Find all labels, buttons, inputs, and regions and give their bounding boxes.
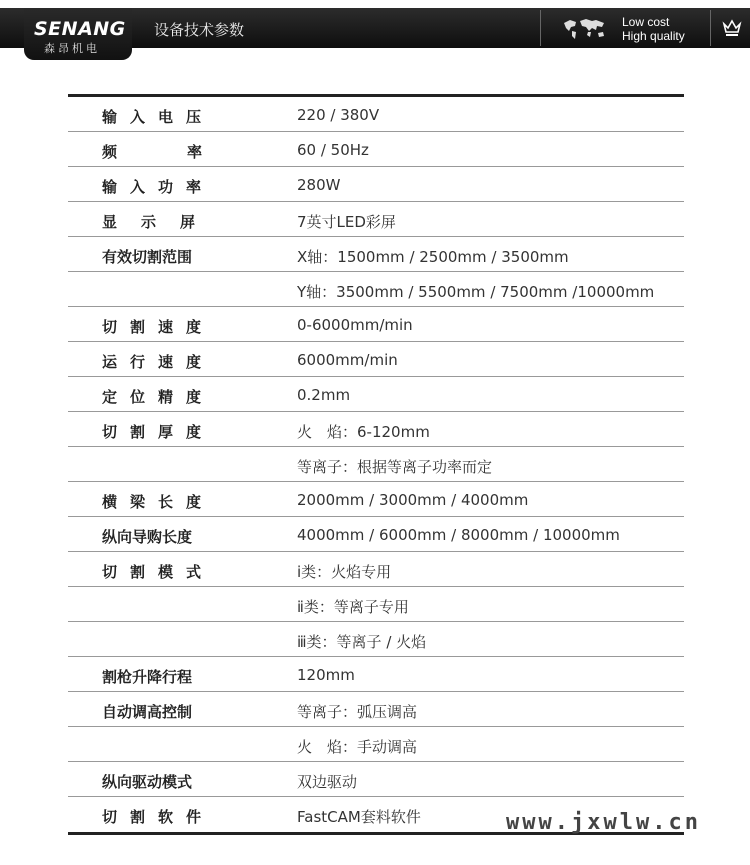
spec-row [68,412,684,447]
page-header [0,0,750,60]
spec-row [68,622,684,657]
spec-row [68,762,684,797]
spec-label: 割枪升降行程 [102,668,193,686]
spec-label: 输入功率 [102,178,215,196]
spec-value: 60 / 50Hz [297,141,369,159]
crown-icon [722,18,742,38]
spec-value: 0.2mm [297,386,351,404]
spec-row [68,132,684,167]
spec-row [68,482,684,517]
spec-value: 0-6000mm/min [297,316,413,334]
spec-value: 280W [297,176,341,194]
spec-label: 纵向导购长度 [102,528,193,546]
spec-value: 120mm [297,666,355,684]
spec-value: FastCAM套料软件 [297,808,421,826]
header-divider [540,10,541,46]
spec-label: 显示屏 [102,213,220,231]
spec-label: 定位精度 [102,388,215,406]
spec-label: 有效切割范围 [102,248,193,266]
spec-row [68,97,684,132]
spec-row [68,342,684,377]
spec-row [68,552,684,587]
world-map-icon [562,17,608,41]
spec-value: 双边驱动 [297,773,358,791]
spec-row [68,167,684,202]
spec-row [68,657,684,692]
spec-value: 220 / 380V [297,106,380,124]
spec-value: X轴：1500mm / 2500mm / 3500mm [297,248,569,266]
spec-label: 切割厚度 [102,423,215,441]
spec-label: 切割速度 [102,318,215,336]
spec-value: 4000mm / 6000mm / 8000mm / 10000mm [297,526,620,544]
spec-row [68,237,684,272]
spec-value: ⅲ类：等离子 / 火焰 [297,633,427,651]
spec-label: 运行速度 [102,353,215,371]
spec-value: 7英寸LED彩屏 [297,213,396,231]
spec-value: ⅱ类：等离子专用 [297,598,409,616]
header-divider [710,10,711,46]
slogan-line-1: Low cost [622,15,670,29]
spec-value: 等离子：弧压调高 [297,703,418,721]
spec-value: 火 焰：手动调高 [297,738,418,756]
spec-value: 火 焰：6-120mm [297,423,430,441]
spec-row [68,447,684,482]
spec-row [68,272,684,307]
spec-label: 切割软件 [102,808,215,826]
spec-value: Y轴：3500mm / 5500mm / 7500mm /10000mm [297,283,655,301]
spec-label: 输入电压 [102,108,215,126]
spec-row [68,517,684,552]
spec-label: 切割模式 [102,563,215,581]
watermark: www.jxwlw.cn [506,810,701,835]
spec-value: 6000mm/min [297,351,398,369]
spec-row [68,727,684,762]
spec-row [68,202,684,237]
spec-value: ⅰ类：火焰专用 [297,563,392,581]
spec-table [68,94,684,835]
slogan-line-2: High quality [622,29,685,43]
spec-row [68,587,684,622]
spec-row [68,377,684,412]
slogan [622,15,685,43]
spec-row [68,692,684,727]
logo-text-en: SENANG [34,18,126,40]
logo-text-cn: 森昂机电 [44,42,100,55]
spec-value: 2000mm / 3000mm / 4000mm [297,491,529,509]
spec-label: 纵向驱动模式 [102,773,193,791]
spec-label: 横梁长度 [102,493,215,511]
spec-row [68,307,684,342]
spec-label: 频 率 [102,143,202,161]
spec-value: 等离子：根据等离子功率而定 [297,458,493,476]
page-title: 设备技术参数 [154,21,245,39]
spec-label: 自动调高控制 [102,703,193,721]
